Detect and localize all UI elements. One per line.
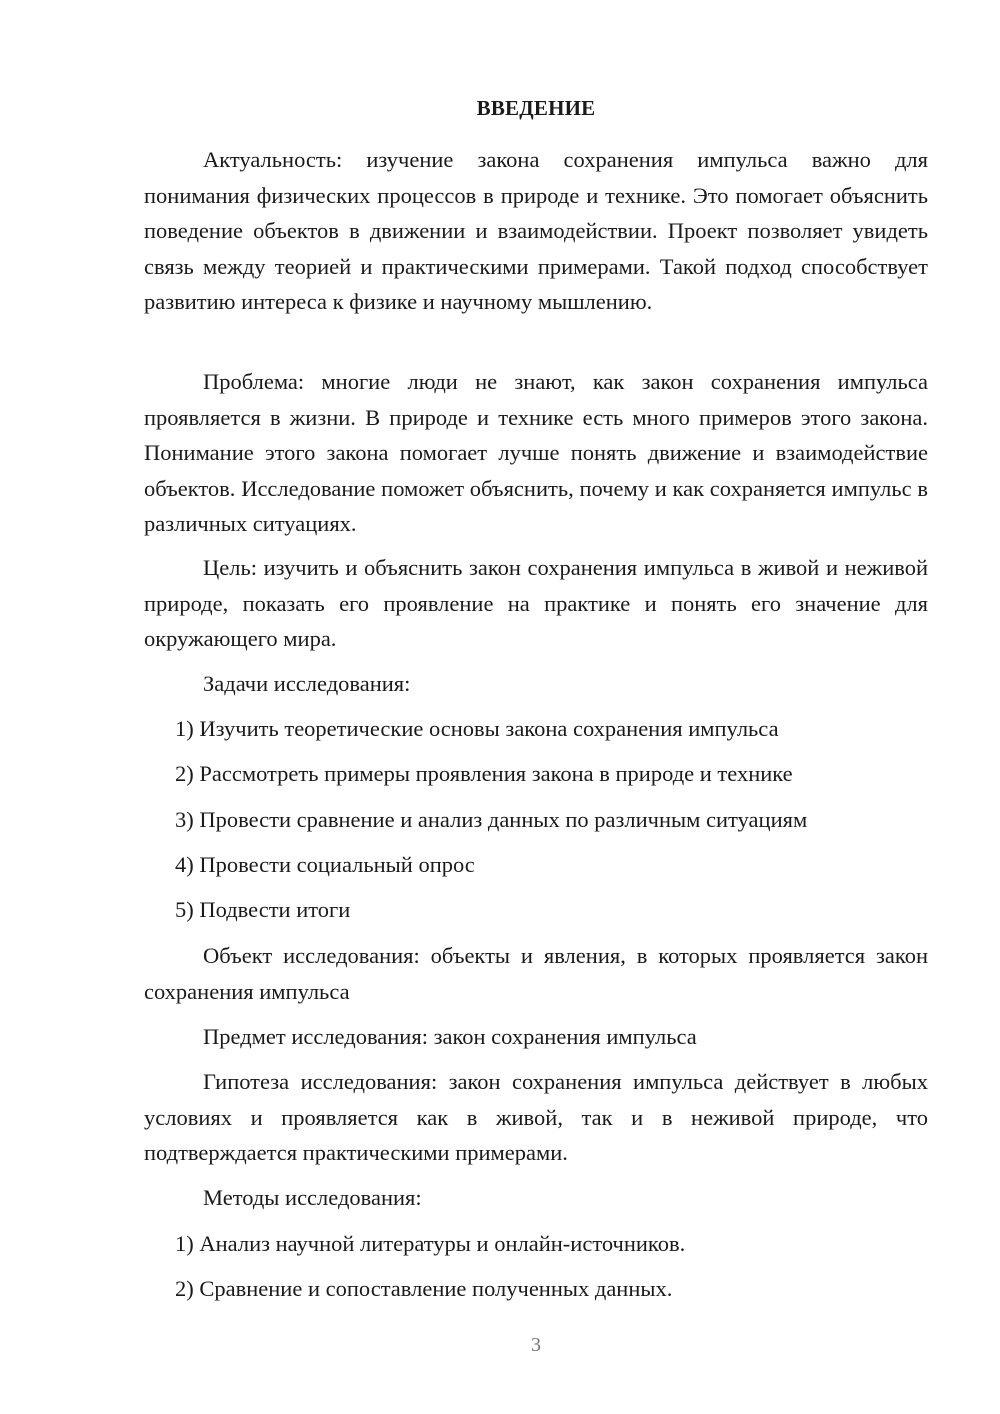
method-item: 2) Сравнение и сопоставление полученных данных. <box>175 1276 673 1301</box>
task-item: 3) Провести сравнение и анализ данных по различным ситуациям <box>175 807 808 832</box>
subject-paragraph: Предмет исследования: закон сохранения импульса <box>203 1024 697 1049</box>
task-item: 1) Изучить теоретические основы закона сохранения импульса <box>175 716 779 741</box>
task-item: 5) Подвести итоги <box>175 897 351 922</box>
object-paragraph: Объект исследования: объекты и явления, в которых проявляется закон сохранения импульса <box>144 943 928 1004</box>
task-item: 4) Провести социальный опрос <box>175 852 475 877</box>
relevance-paragraph: Актуальность: изучение закона сохранения импульса важно для понимания физических процессов в природе и технике. Это помогает объяснить поведение объектов в движении и взаимодействии. Проект позволяет увидеть связь между теорией и практическими примерами. Такой подход способствует развитию интереса к физике и научному мышлению. <box>144 147 928 314</box>
goal-paragraph: Цель: изучить и объяснить закон сохранения импульса в живой и неживой природе, показать его проявление на практике и понять его значение для окружающего мира. <box>144 555 928 651</box>
tasks-heading: Задачи исследования: <box>203 671 411 696</box>
task-item: 2) Рассмотреть примеры проявления закона в природе и технике <box>175 761 793 786</box>
page-number: 3 <box>531 1334 541 1356</box>
methods-heading: Методы исследования: <box>203 1185 422 1210</box>
method-item: 1) Анализ научной литературы и онлайн-источников. <box>175 1231 686 1256</box>
problem-paragraph: Проблема: многие люди не знают, как закон сохранения импульса проявляется в жизни. В природе и технике есть много примеров этого закона. Понимание этого закона помогает лучше понять движение и взаимодействие объектов. Исследование поможет объяснить, почему и как сохраняется импульс в различных ситуациях. <box>144 369 928 536</box>
hypothesis-paragraph: Гипотеза исследования: закон сохранения импульса действует в любых условиях и проявляется как в живой, так и в неживой природе, что подтверждается практическими примерами. <box>144 1069 928 1165</box>
page-title: ВВЕДЕНИЕ <box>476 96 596 120</box>
